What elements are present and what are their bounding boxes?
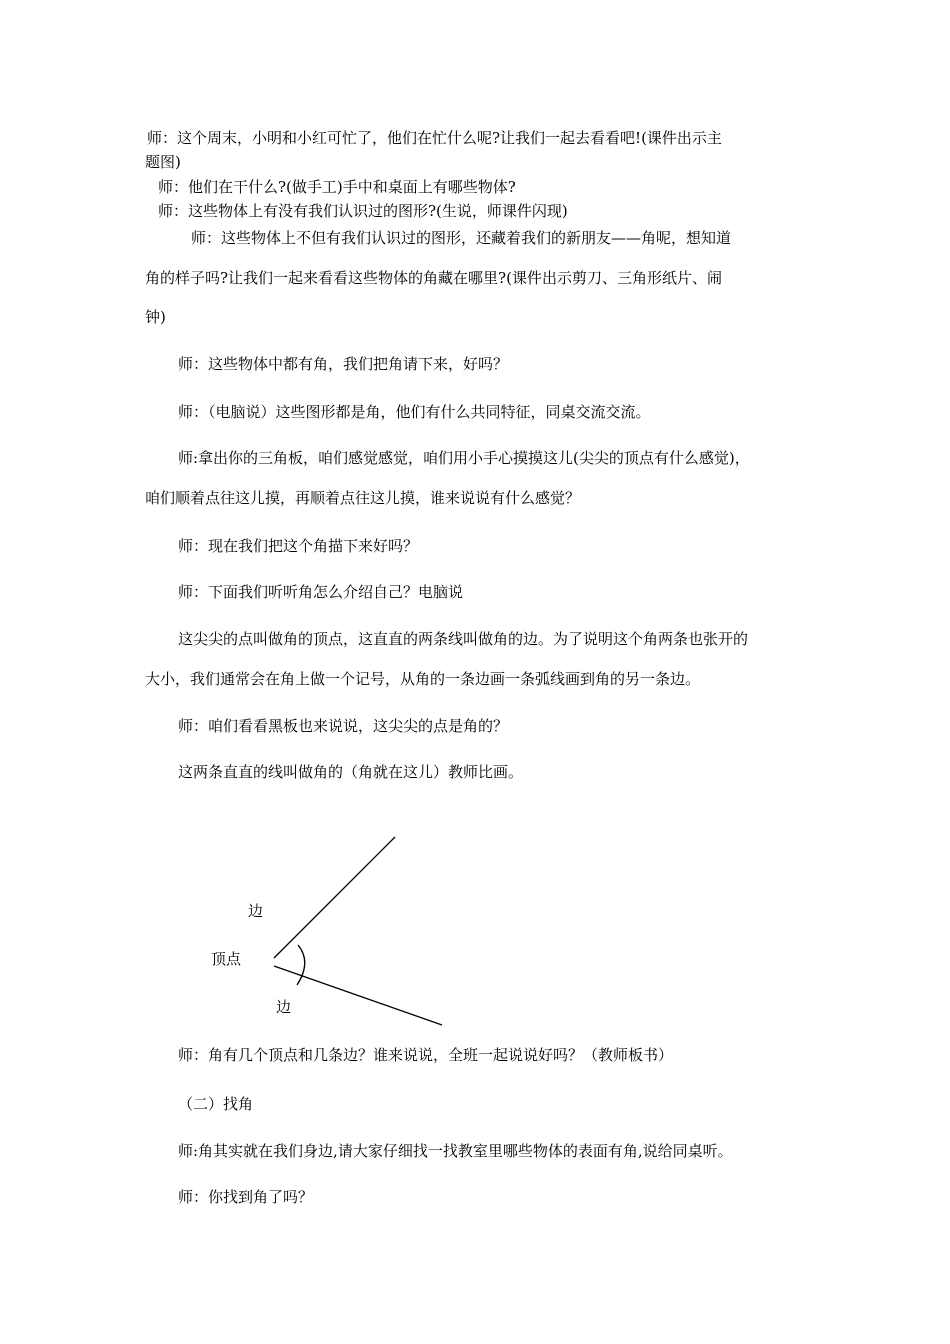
paragraph-11: 师：咱们看看黑板也来说说，这尖尖的点是角的？ [178,717,509,735]
angle-lower-side [274,966,442,1025]
paragraph-12: 这两条直直的线叫做角的（角就在这儿）教师比画。 [178,763,524,781]
paragraph-9: 师：下面我们听听角怎么介绍自己？电脑说 [178,583,464,601]
paragraph-2: 师：他们在干什么?(做手工)手中和桌面上有哪些物体? [158,178,516,196]
paragraph-3: 师：这些物体上有没有我们认识过的图形?(生说，师课件闪现) [158,202,568,220]
paragraph-1-line-1: 师：这个周末，小明和小红可忙了，他们在忙什么呢?让我们一起去看看吧!(课件出示主 [147,129,722,147]
paragraph-13: 师：角有几个顶点和几条边？谁来说说，全班一起说说好吗？（教师板书） [178,1046,674,1064]
paragraph-4-line-1: 师：这些物体上不但有我们认识过的图形，还藏着我们的新朋友——角呢，想知道 [191,229,732,247]
paragraph-6: 师：（电脑说）这些图形都是角，他们有什么共同特征，同桌交流交流。 [178,403,651,421]
paragraph-8: 师：现在我们把这个角描下来好吗？ [178,537,419,555]
label-side-bottom: 边 [276,998,292,1016]
paragraph-7-line-1: 师:拿出你的三角板，咱们感觉感觉，咱们用小手心摸摸这儿(尖尖的顶点有什么感觉)， [178,449,750,467]
label-vertex: 顶点 [211,950,242,968]
paragraph-1-line-2: 题图) [145,153,181,171]
paragraph-15: 师:角其实就在我们身边,请大家仔细找一找教室里哪些物体的表面有角,说给同桌听。 [178,1142,733,1160]
paragraph-5: 师：这些物体中都有角，我们把角请下来，好吗？ [178,355,509,373]
label-side-top: 边 [248,902,264,920]
paragraph-14: （二）找角 [178,1095,254,1113]
paragraph-16: 师：你找到角了吗？ [178,1188,314,1206]
paragraph-7-line-2: 咱们顺着点往这儿摸，再顺着点往这儿摸，谁来说说有什么感觉？ [145,489,581,507]
paragraph-4-line-2: 角的样子吗?让我们一起来看看这些物体的角藏在哪里?(课件出示剪刀、三角形纸片、闹 [145,269,722,287]
angle-arc [297,945,305,985]
paragraph-10-line-2: 大小，我们通常会在角上做一个记号，从角的一条边画一条弧线画到角的另一条边。 [145,670,701,688]
paragraph-10-line-1: 这尖尖的点叫做角的顶点，这直直的两条线叫做角的边。为了说明这个角两条也张开的 [178,630,749,648]
paragraph-4-line-3: 钟) [145,308,166,326]
angle-upper-side [274,837,395,958]
